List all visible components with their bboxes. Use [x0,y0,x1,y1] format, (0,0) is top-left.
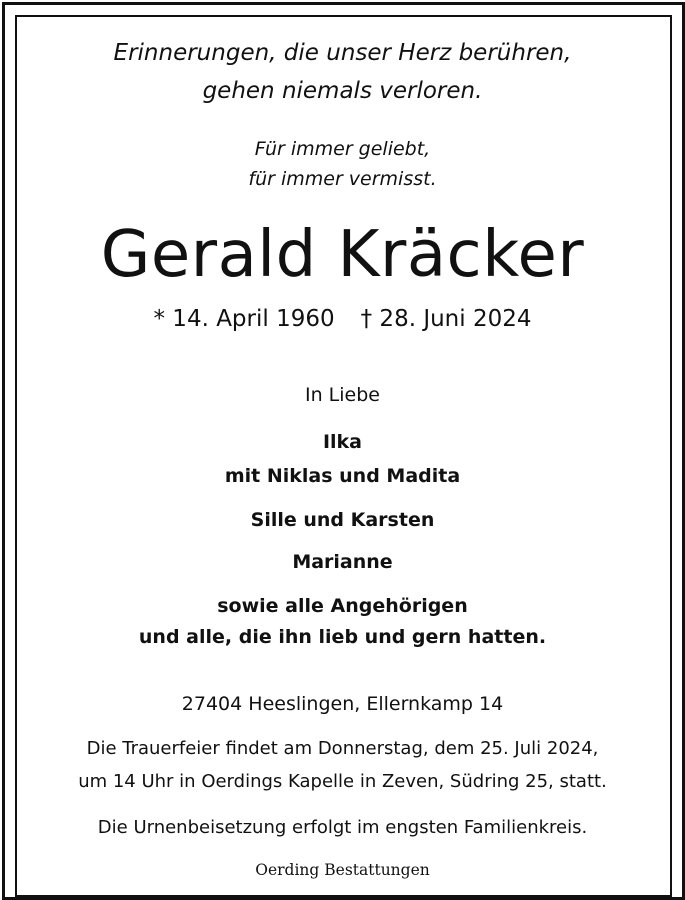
subtitle-line-2: für immer vermisst. [248,168,437,190]
undertaker-name: Oerding Bestattungen [255,861,430,879]
mourner-line-2: mit Niklas und Madita [224,465,461,487]
subtitle-line-1: Für immer geliebt, [254,138,431,160]
ceremony-line-2: um 14 Uhr in Oerdings Kapelle in Zeven, Südring 25, statt. [78,771,607,792]
address: 27404 Heeslingen, Ellernkamp 14 [181,693,504,715]
motto-line-2: gehen niemals verloren. [202,78,483,104]
deceased-name: Gerald Kräcker [100,218,585,292]
mourners-intro: In Liebe [305,384,380,406]
mourner-line-4: Marianne [292,551,393,573]
motto-line-1: Erinnerungen, die unser Herz berühren, [113,40,572,66]
death-date: † 28. Juni 2024 [360,306,532,332]
mourner-line-5: sowie alle Angehörigen [217,595,468,617]
mourner-line-1: Ilka [322,431,363,453]
ceremony-line-1: Die Trauerfeier findet am Donnerstag, dem 25. Juli 2024, [86,738,599,759]
mourner-line-6: und alle, die ihn lieb und gern hatten. [138,626,547,648]
mourner-line-3: Sille und Karsten [250,509,435,531]
birth-date: * 14. April 1960 [153,306,335,332]
life-dates [0,306,685,332]
burial-notice: Die Urnenbeisetzung erfolgt im engsten Familienkreis. [97,817,588,838]
